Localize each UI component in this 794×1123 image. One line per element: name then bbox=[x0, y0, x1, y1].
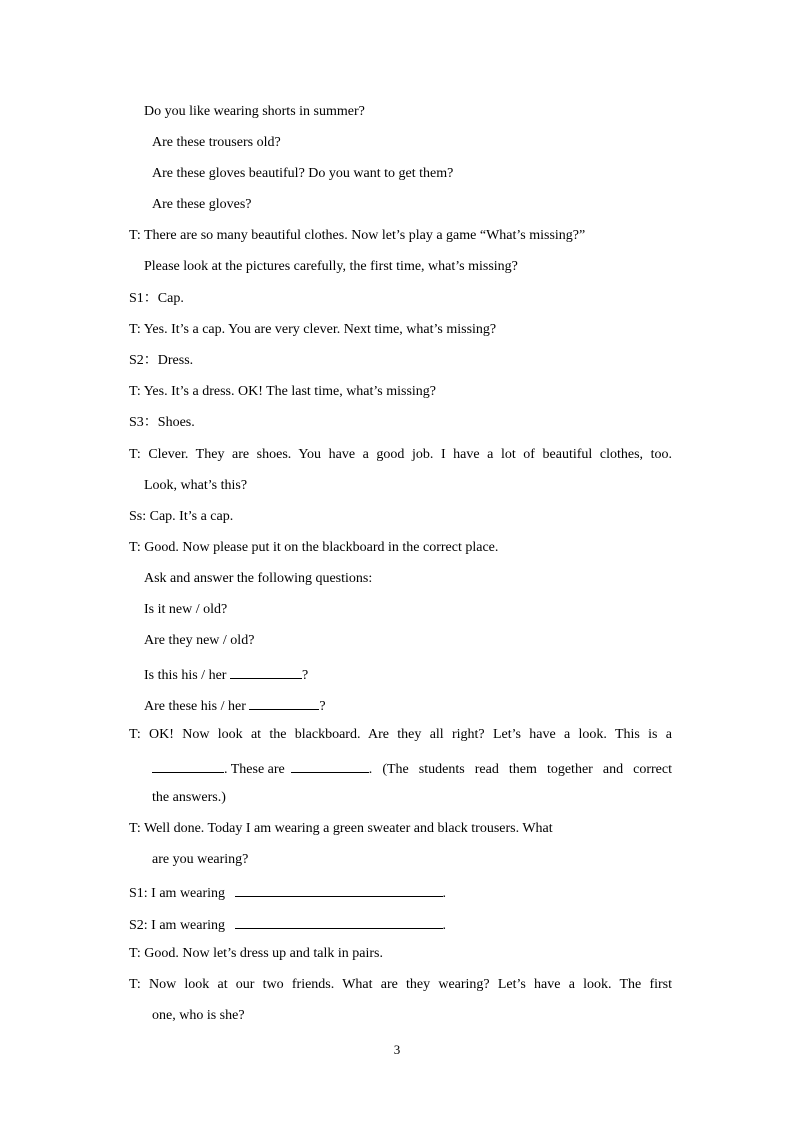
text-line: Please look at the pictures carefully, the first time, what’s missing? bbox=[144, 259, 518, 274]
text-line: S3：Shoes. bbox=[129, 415, 195, 430]
text-line: T: Good. Now please put it on the blackboard in the correct place. bbox=[129, 540, 499, 555]
text-line: are you wearing? bbox=[152, 852, 249, 867]
text-segment: ? bbox=[301, 668, 309, 683]
fill-in-line bbox=[152, 758, 672, 779]
text-segment: . bbox=[442, 918, 447, 933]
text-line: T: Clever. They are shoes. You have a good job. I have a lot of beautiful clothes, too. bbox=[129, 447, 672, 462]
question-line bbox=[144, 695, 326, 716]
text-segment: Are these his / her bbox=[144, 699, 246, 714]
text-line: T: Yes. It’s a dress. OK! The last time, what’s missing? bbox=[129, 384, 437, 399]
text-line: T: Well done. Today I am wearing a green sweater and black trousers. What bbox=[129, 821, 553, 836]
text-line: T: Now look at our two friends. What are they wearing? Let’s have a look. The first bbox=[129, 977, 672, 992]
text-line: Ask and answer the following questions: bbox=[144, 571, 373, 586]
answer-line bbox=[129, 882, 446, 903]
text-line: Are these trousers old? bbox=[152, 135, 281, 150]
text-line: one, who is she? bbox=[152, 1008, 245, 1023]
text-segment: . These are bbox=[224, 762, 285, 777]
answer-blank bbox=[230, 664, 302, 679]
answer-blank bbox=[291, 758, 369, 773]
text-line: T: Good. Now let’s dress up and talk in pairs. bbox=[129, 946, 383, 961]
text-line: S2：Dress. bbox=[129, 353, 194, 368]
text-segment: S2: I am wearing bbox=[129, 918, 226, 933]
answer-line bbox=[129, 914, 446, 935]
text-line: the answers.) bbox=[152, 790, 226, 805]
text-line: Are these gloves? bbox=[152, 197, 252, 212]
answer-blank bbox=[235, 914, 443, 929]
text-line: T: OK! Now look at the blackboard. Are they all right? Let’s have a look. This is a bbox=[129, 727, 672, 742]
question-line bbox=[144, 664, 308, 685]
text-line: Ss: Cap. It’s a cap. bbox=[129, 509, 234, 524]
text-line: Look, what’s this? bbox=[144, 478, 248, 493]
text-line: Do you like wearing shorts in summer? bbox=[144, 104, 365, 119]
text-line: T: Yes. It’s a cap. You are very clever. Next time, what’s missing? bbox=[129, 322, 497, 337]
text-segment: Is this his / her bbox=[144, 668, 227, 683]
text-segment: . (The students read them together and correct bbox=[368, 762, 672, 777]
text-segment: ? bbox=[319, 699, 326, 714]
text-segment: . bbox=[442, 886, 447, 901]
text-line: Are they new / old? bbox=[144, 633, 255, 648]
text-line: T: There are so many beautiful clothes. Now let’s play a game “What’s missing?” bbox=[129, 228, 586, 243]
answer-blank bbox=[235, 882, 443, 897]
page-number: 3 bbox=[393, 1042, 401, 1057]
text-line: S1：Cap. bbox=[129, 291, 184, 306]
answer-blank bbox=[152, 758, 224, 773]
text-line: Is it new / old? bbox=[144, 602, 228, 617]
text-segment: S1: I am wearing bbox=[129, 886, 226, 901]
text-line: Are these gloves beautiful? Do you want to get them? bbox=[152, 166, 454, 181]
answer-blank bbox=[249, 695, 319, 710]
